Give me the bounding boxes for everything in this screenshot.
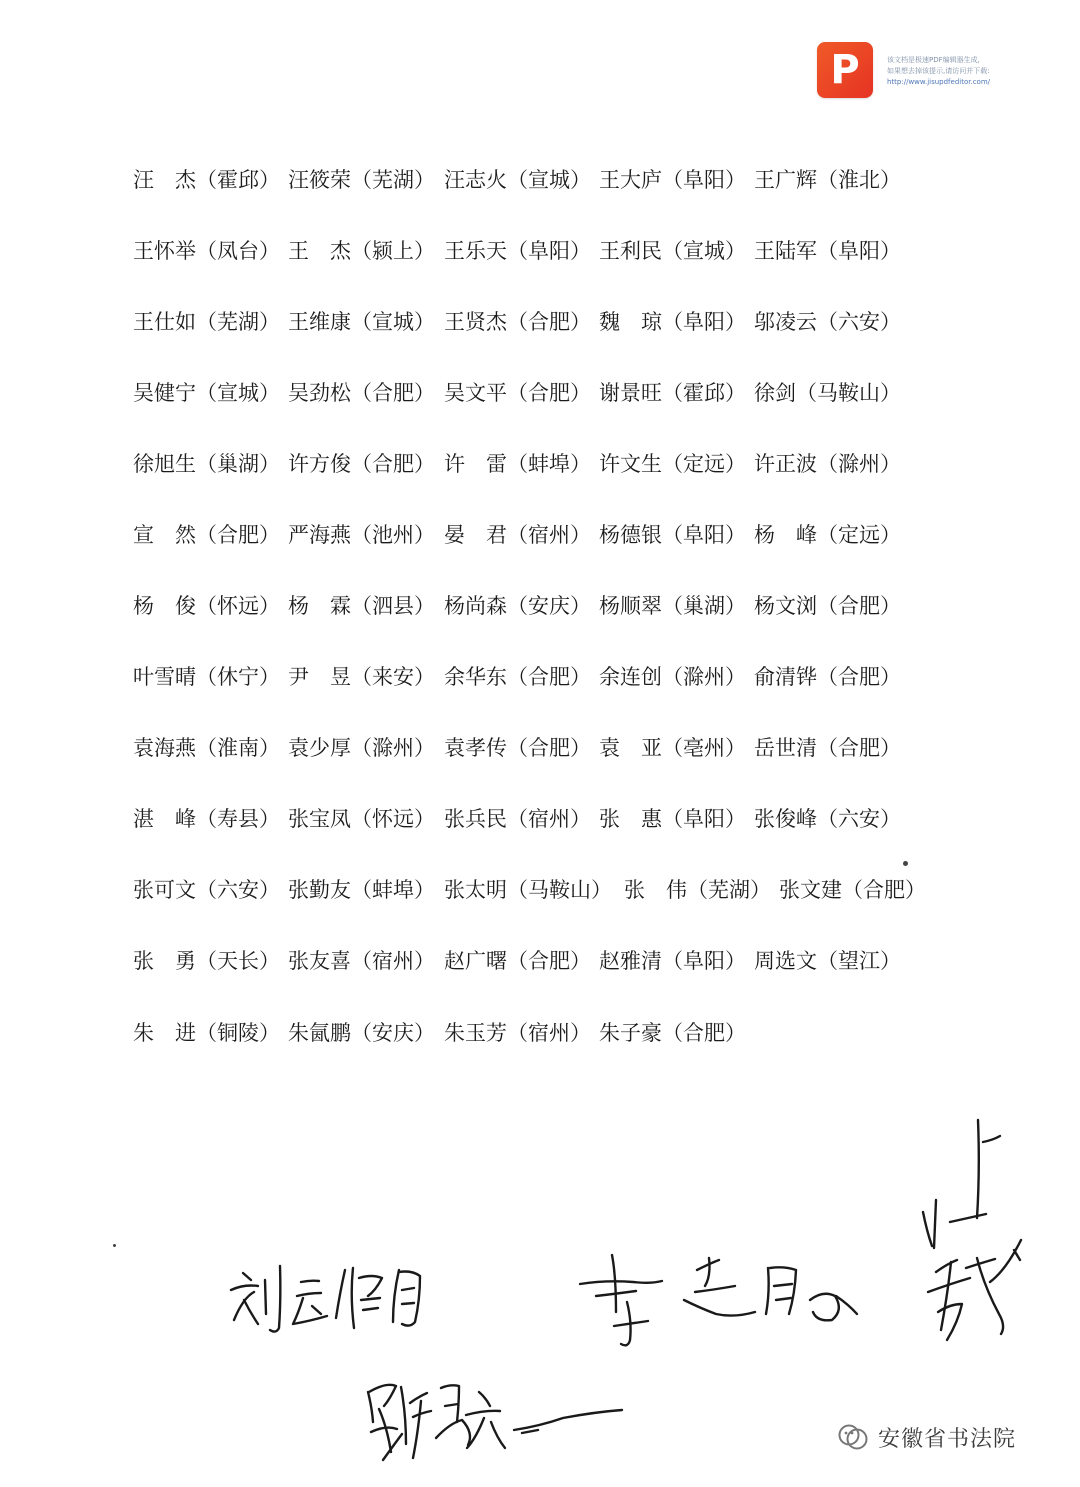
name-row <box>0 373 1080 413</box>
account-name: 安徽省书法院 <box>878 1426 1017 1452</box>
name-entry: 余华东（合肥） <box>444 665 591 689</box>
name-entry: 杨 霖（泗县） <box>288 594 435 618</box>
name-row <box>0 160 1080 200</box>
name-entry: 汪志火（宣城） <box>444 168 591 192</box>
name-entry: 王大庐（阜阳） <box>599 168 746 192</box>
name-entry: 余连创（滁州） <box>599 665 746 689</box>
name-entry: 吴文平（合肥） <box>444 381 591 405</box>
name-entry: 张太明（马鞍山） <box>444 878 612 902</box>
name-entry: 王利民（宣城） <box>599 239 746 263</box>
name-row <box>0 657 1080 697</box>
name-entry: 张可文（六安） <box>133 878 280 902</box>
name-entry: 朱子豪（合肥） <box>599 1021 746 1045</box>
name-entry: 朱氤鹏（安庆） <box>288 1021 435 1045</box>
name-entry: 张 勇（天长） <box>133 949 280 973</box>
name-entry: 张宝凤（怀远） <box>288 807 435 831</box>
name-entry: 徐旭生（巢湖） <box>133 452 280 476</box>
signature-li-shigong <box>580 1255 857 1345</box>
name-entry: 徐剑（马鞍山） <box>754 381 901 405</box>
name-row <box>0 870 1080 910</box>
name-entry: 吴健宁（宣城） <box>133 381 280 405</box>
name-entry: 谢景旺（霍邱） <box>599 381 746 405</box>
name-entry: 许文生（定远） <box>599 452 746 476</box>
name-entry: 朱 进（铜陵） <box>133 1021 280 1045</box>
name-row <box>0 1013 1080 1053</box>
name-entry: 王仕如（芜湖） <box>133 310 280 334</box>
name-entry: 杨 俊（怀远） <box>133 594 280 618</box>
name-entry: 袁孝传（合肥） <box>444 736 591 760</box>
pdf-editor-logo-letter: P <box>830 47 860 93</box>
name-entry: 张文建（合肥） <box>779 878 926 902</box>
signature-ye-wu <box>923 1120 1021 1340</box>
name-row <box>0 799 1080 839</box>
name-entry: 许 雷（蚌埠） <box>444 452 591 476</box>
name-row <box>0 515 1080 555</box>
name-entry: 张勤友（蚌埠） <box>288 878 435 902</box>
name-entry: 袁少厚（滁州） <box>288 736 435 760</box>
name-entry: 王贤杰（合肥） <box>444 310 591 334</box>
name-entry: 宣 然（合肥） <box>133 523 280 547</box>
name-entry: 叶雪晴（休宁） <box>133 665 280 689</box>
ink-speck <box>903 861 908 866</box>
name-entry: 张 惠（阜阳） <box>599 807 746 831</box>
name-row <box>0 941 1080 981</box>
name-row <box>0 444 1080 484</box>
name-entry: 杨尚森（安庆） <box>444 594 591 618</box>
name-entry: 张兵民（宿州） <box>444 807 591 831</box>
watermark-line: 如果想去掉该提示,请访问并下载: <box>887 67 990 75</box>
name-entry: 尹 昱（来安） <box>288 665 435 689</box>
name-entry: 晏 君（宿州） <box>444 523 591 547</box>
name-entry: 朱玉芳（宿州） <box>444 1021 591 1045</box>
name-entry: 赵广曙（合肥） <box>444 949 591 973</box>
name-entry: 杨顺翠（巢湖） <box>599 594 746 618</box>
name-row <box>0 302 1080 342</box>
name-entry: 王乐天（阜阳） <box>444 239 591 263</box>
watermark-url: http://www.jisupdfeditor.com/ <box>887 78 991 86</box>
name-entry: 张俊峰（六安） <box>754 807 901 831</box>
name-row <box>0 586 1080 626</box>
name-entry: 杨 峰（定远） <box>754 523 901 547</box>
name-entry: 赵雅清（阜阳） <box>599 949 746 973</box>
name-entry: 王陆军（阜阳） <box>754 239 901 263</box>
name-entry: 周选文（望江） <box>754 949 901 973</box>
name-entry: 袁海燕（淮南） <box>133 736 280 760</box>
name-entry: 袁 亚（亳州） <box>599 736 746 760</box>
name-entry: 王怀举（凤台） <box>133 239 280 263</box>
name-entry: 汪 杰（霍邱） <box>133 168 280 192</box>
watermark-line: 该文档是极速PDF编辑器生成, <box>887 56 980 64</box>
name-entry: 杨德银（阜阳） <box>599 523 746 547</box>
ink-speck <box>113 1244 116 1247</box>
name-entry: 张 伟（芜湖） <box>624 878 771 902</box>
name-entry: 严海燕（池州） <box>288 523 435 547</box>
wechat-official-account-icon <box>836 1420 870 1454</box>
name-entry: 王维康（宣城） <box>288 310 435 334</box>
name-row <box>0 231 1080 271</box>
signature-zhang-lijian <box>368 1385 622 1460</box>
wechat-account-mark <box>836 1420 1016 1454</box>
name-entry: 俞清铧（合肥） <box>754 665 901 689</box>
name-entry: 许方俊（合肥） <box>288 452 435 476</box>
name-entry: 湛 峰（寿县） <box>133 807 280 831</box>
name-entry: 王广辉（淮北） <box>754 168 901 192</box>
name-entry: 邬凌云（六安） <box>754 310 901 334</box>
name-entry: 吴劲松（合肥） <box>288 381 435 405</box>
name-entry: 许正波（滁州） <box>754 452 901 476</box>
name-entry: 魏 琼（阜阳） <box>599 310 746 334</box>
name-row <box>0 728 1080 768</box>
name-entry: 王 杰（颍上） <box>288 239 435 263</box>
name-entry: 杨文浏（合肥） <box>754 594 901 618</box>
name-entry: 张友喜（宿州） <box>288 949 435 973</box>
name-entry: 汪筱荣（芜湖） <box>288 168 435 192</box>
name-entry: 岳世清（合肥） <box>754 736 901 760</box>
signature-liu-yunhe <box>231 1266 420 1332</box>
